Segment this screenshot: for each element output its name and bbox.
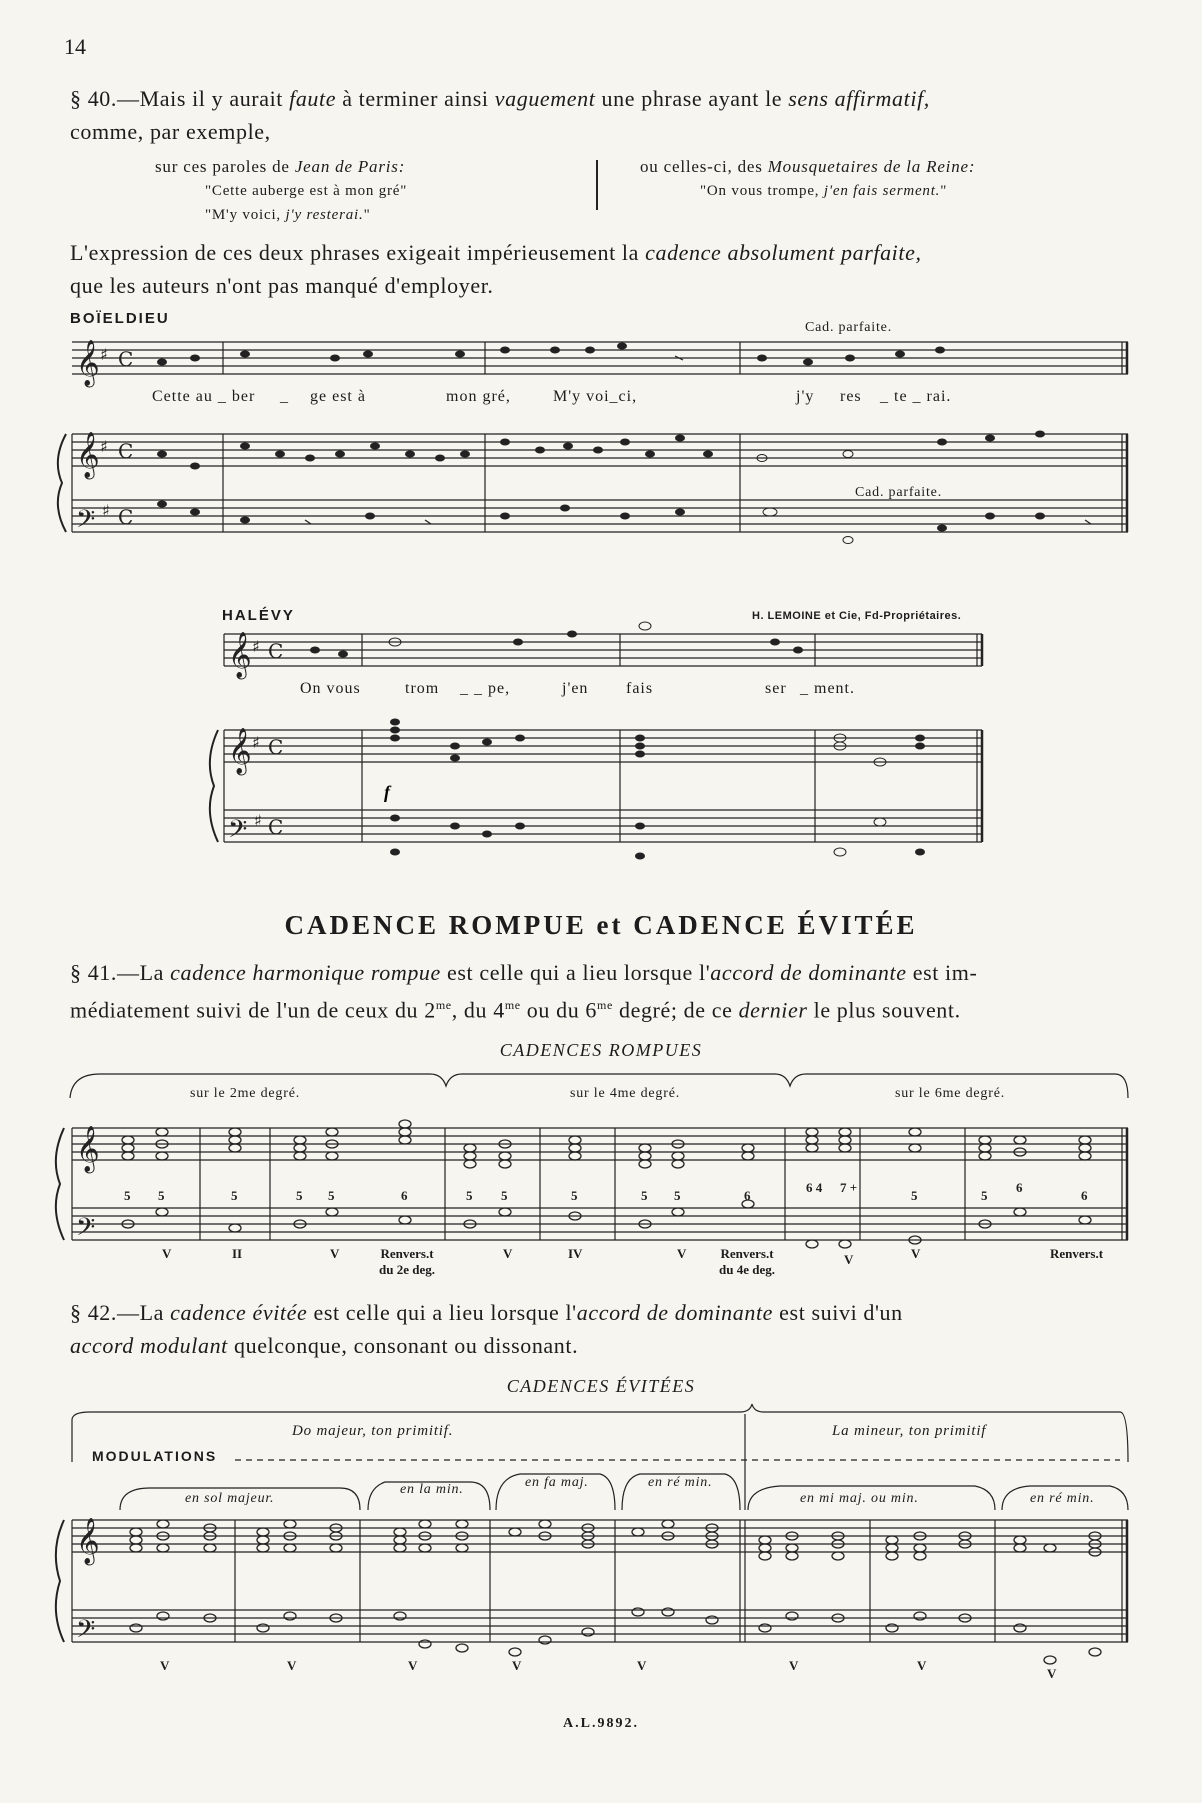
svg-text:C: C [268,735,284,759]
svg-text:6: 6 [401,1188,408,1203]
svg-text:5: 5 [571,1188,578,1203]
svg-text:6: 6 [744,1188,751,1203]
section-number-40: § 40. [70,86,117,111]
svg-text:♯: ♯ [100,437,108,456]
section-title: CADENCE ROMPUE et CADENCE ÉVITÉE [284,910,918,940]
svg-text:𝄞: 𝄞 [228,632,252,678]
rompues-group-2: sur le 4me degré. [570,1086,681,1101]
svg-text:C: C [118,347,134,371]
modulations-label: MODULATIONS [92,1448,218,1464]
svg-text:5: 5 [641,1188,648,1203]
svg-text:𝄢: 𝄢 [228,815,248,850]
plate-number: A.L.9892. [563,1716,639,1731]
notes-boieldieu [157,343,1045,544]
svg-text:𝄢: 𝄢 [76,1213,96,1248]
svg-text:6: 6 [1081,1188,1088,1203]
svg-text:♯: ♯ [100,345,108,364]
example-right: ou celles-ci, des Mousquetaires de la Reine: "On vous trompe, j'en fais serment." [640,157,976,199]
score-halevy [0,620,1202,870]
svg-text:𝄢: 𝄢 [76,1615,96,1650]
region-sol-majeur: en sol majeur. [185,1491,275,1506]
ton-primitif-do: Do majeur, ton primitif. [292,1423,454,1439]
example-divider [596,160,598,210]
svg-text:5: 5 [501,1188,508,1203]
section-number-42: § 42. [70,1300,117,1325]
svg-text:♯: ♯ [254,811,262,830]
rompues-title: CADENCES ROMPUES [499,1040,703,1060]
publisher-credit: H. LEMOINE et Cie, Fd-Propriétaires. [752,610,962,622]
chords-rompues [122,1120,1091,1248]
svg-text:5: 5 [124,1188,131,1203]
score-cadences-rompues [0,1068,1202,1268]
svg-text:♯: ♯ [252,733,260,752]
figured-bass-rompues [124,1180,1088,1203]
svg-text:5: 5 [674,1188,681,1203]
svg-text:♯: ♯ [102,501,110,520]
region-fa-maj: en fa maj. [525,1475,589,1490]
page-number: 14 [64,34,86,59]
svg-text:𝄞: 𝄞 [228,728,252,774]
section-number-41: § 41. [70,960,117,985]
svg-text:C: C [268,639,284,663]
svg-text:C: C [118,505,134,529]
voice-staff [72,342,1128,374]
svg-text:𝄞: 𝄞 [76,1518,100,1564]
svg-text:C: C [118,439,134,463]
example-left: sur ces paroles de Jean de Paris: "Cette auberge est à mon gré" "M'y voici, j'y resterai." [155,157,408,223]
svg-text:𝄞: 𝄞 [76,432,100,478]
svg-text:𝄞: 𝄞 [76,340,100,386]
region-mi: en mi maj. ou min. [800,1491,919,1506]
lyrics-halevy: On vous trom _ _ pe, j'en fais ser _ ment. [300,680,855,697]
paragraph-41: § 41.—La cadence harmonique rompue est celle qui a lieu lorsque l'accord de dominante est im- médiatement suivi de l'un de ceux du $2^{me}$, du $4^{me}$ ou du $6^{me}$ degré; de ce dernier le plus souvent. [70,960,978,1023]
svg-text:5: 5 [911,1188,918,1203]
ton-primitif-la: La mineur, ton primitif [832,1423,987,1439]
svg-text:6 4: 6 4 [806,1180,823,1195]
svg-text:5: 5 [466,1188,473,1203]
paragraph-40: § 40.—Mais il y aurait faute à terminer ainsi vaguement une phrase ayant le sens affirmatif, comme, par exemple, [70,86,930,144]
svg-text:♯: ♯ [252,637,260,656]
svg-text:C: C [268,815,284,839]
svg-text:5: 5 [231,1188,238,1203]
composer-boieldieu: BOÏELDIEU [70,310,170,327]
score-cadences-evitees [0,1400,1202,1700]
lyrics-boieldieu: Cette au _ ber _ ge est à mon gré, M'y voi_ci, j'y res _ te _ rai. [152,388,952,405]
svg-text:5: 5 [296,1188,303,1203]
svg-text:5: 5 [158,1188,165,1203]
cad-label-bottom: Cad. parfaite. [855,485,942,500]
region-re-min-2: en ré min. [1030,1491,1095,1506]
rests-boieldieu [305,356,1091,524]
dynamic-forte: f [384,782,390,802]
cad-label-top: Cad. parfaite. [805,320,892,335]
svg-text:5: 5 [981,1188,988,1203]
svg-text:𝄢: 𝄢 [76,505,96,540]
svg-text:6: 6 [1016,1180,1023,1195]
piano-bass-staff [72,500,1128,532]
paragraph-42: § 42.—La cadence évitée est celle qui a lieu lorsque l'accord de dominante est suivi d'un accord modulant quelconque, consonant ou dissonant. [70,1300,903,1358]
region-re-min-1: en ré min. [648,1475,713,1490]
svg-text:𝄞: 𝄞 [76,1126,100,1172]
paragraph-expression: L'expression de ces deux phrases exigeait impérieusement la cadence absolument parfaite, que les auteurs n'ont pas manqué d'employer. [70,240,922,298]
region-la-min: en la min. [400,1482,464,1497]
svg-text:7 +: 7 + [840,1180,858,1195]
composer-halevy: HALÉVY [222,607,295,624]
rompues-group-3: sur le 6me degré. [895,1086,1006,1101]
score-boieldieu [0,330,1202,570]
rompues-group-1: sur le 2me degré. [190,1086,301,1101]
evitees-title: CADENCES ÉVITÉES [506,1376,696,1396]
svg-text:5: 5 [328,1188,335,1203]
